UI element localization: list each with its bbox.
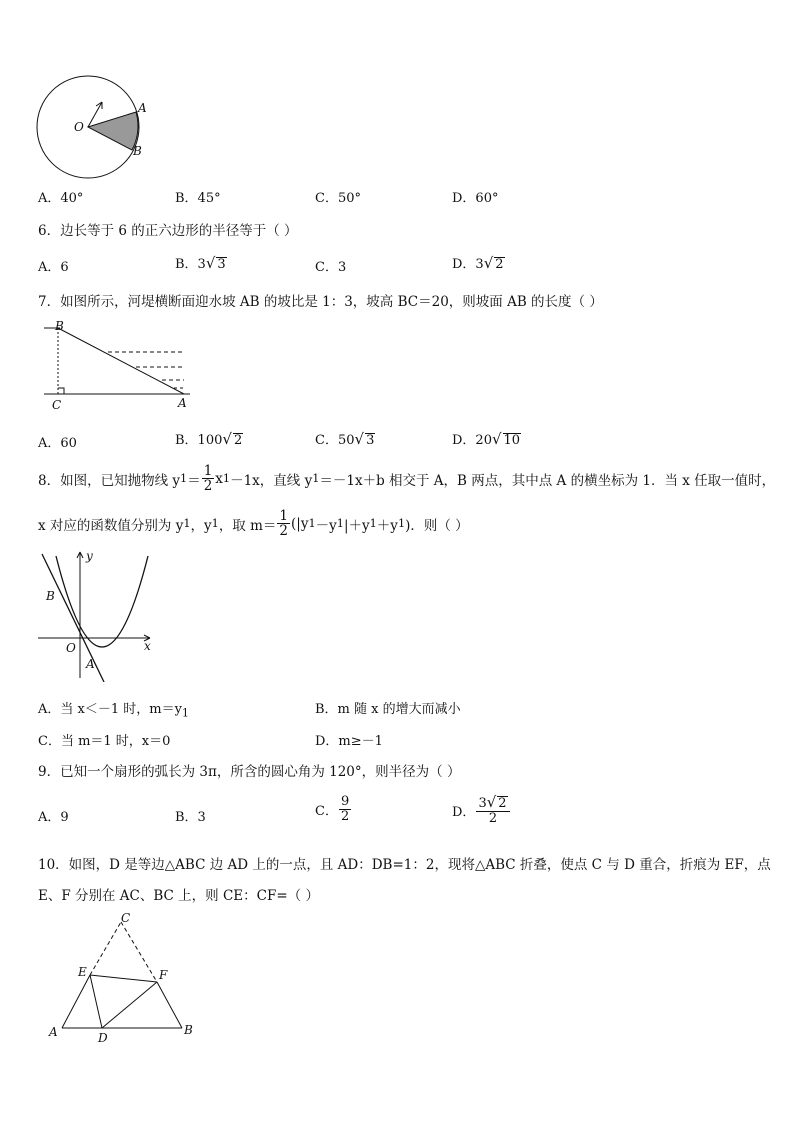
q7-option-a: A．60 bbox=[38, 436, 77, 451]
q8-option-b: B．m 随 x 的增大而减小 bbox=[315, 702, 461, 717]
frac-numerator: 9 bbox=[340, 794, 350, 809]
frac-denominator: 2 bbox=[488, 811, 498, 827]
q8-l2-fraction bbox=[277, 509, 290, 538]
q8-l2-sub2: 1 bbox=[211, 517, 219, 531]
q5-option-a: A．40° bbox=[38, 191, 84, 206]
q9-stem: 9．已知一个扇形的弧长为 3π，所含的圆心角为 120°，则半径为（ ） bbox=[38, 764, 461, 780]
circle-figure bbox=[34, 70, 154, 180]
q7-stem: 7．如图所示，河堤横断面迎水坡 AB 的坡比是 1：3，坡高 BC＝20，则坡面 AB 的长度（ ） bbox=[38, 294, 603, 310]
q8-l1-text-c: －1x，直线 y bbox=[230, 472, 313, 489]
q6-d-radicand: 2 bbox=[495, 257, 504, 272]
q8-l1-eq: ＝ bbox=[187, 472, 201, 489]
q6-b-radicand: 3 bbox=[217, 257, 226, 272]
embankment-figure bbox=[38, 318, 198, 412]
label-y: y bbox=[86, 549, 93, 563]
q8-l1-text-a: 8．如图，已知抛物线 y bbox=[38, 472, 181, 489]
straight-line bbox=[42, 554, 104, 682]
segment-ed bbox=[90, 975, 102, 1028]
label-a: A bbox=[86, 657, 95, 671]
q7-d-prefix: D．20 bbox=[452, 433, 492, 448]
label-x: x bbox=[144, 639, 151, 653]
q8-line1 bbox=[38, 464, 775, 493]
q5-option-c: C．50° bbox=[315, 191, 361, 206]
label-b: B bbox=[46, 589, 55, 603]
q9-d-prefix: D． bbox=[452, 804, 476, 820]
q8-l1-sub1: 1 bbox=[180, 472, 188, 486]
right-angle-mark bbox=[58, 388, 64, 394]
q7-b-radicand: 2 bbox=[233, 433, 243, 448]
q8-line2 bbox=[38, 509, 469, 538]
q6-stem: 6．边长等于 6 的正六边形的半径等于（ ） bbox=[38, 223, 298, 239]
q9-d-fraction bbox=[476, 795, 509, 826]
q7-d-radicand: 10 bbox=[503, 433, 521, 448]
parabola-figure bbox=[36, 548, 160, 682]
q8-l1-fraction bbox=[202, 464, 215, 493]
q8-a-text: A．当 x＜－1 时，m＝y bbox=[38, 702, 182, 717]
q6-d-prefix: D．3 bbox=[452, 257, 484, 272]
label-d: D bbox=[98, 1031, 108, 1045]
frac-denominator: 2 bbox=[203, 478, 213, 495]
label-o: O bbox=[74, 120, 84, 134]
label-e: E bbox=[78, 965, 87, 979]
q8-l2-sub1: 1 bbox=[183, 517, 191, 531]
q5-option-b: B．45° bbox=[175, 191, 221, 206]
q8-l1-text-d: ＝－1x＋b 相交于 A，B 两点，其中点 A 的横坐标为 1．当 x 任取一值时， bbox=[319, 472, 776, 489]
q8-l2-sub6: 1 bbox=[397, 517, 406, 531]
side-ae bbox=[62, 975, 90, 1028]
q8-l2-text-b: ，y bbox=[190, 517, 212, 534]
q8-l2-text-a: x 对应的函数值分别为 y bbox=[38, 517, 184, 534]
q8-option-c: C．当 m＝1 时，x＝0 bbox=[38, 734, 171, 749]
label-b: B bbox=[184, 1023, 193, 1037]
label-c: C bbox=[52, 398, 62, 412]
label-c: C bbox=[121, 912, 131, 925]
q9-d-radicand: 2 bbox=[498, 796, 507, 811]
q10-line1: 10．如图，D 是等边△ABC 边 AD 上的一点，且 AD：DB=1：2，现将△ABC 折叠，使点 C 与 D 重合，折痕为 EF，点 bbox=[38, 857, 771, 873]
q9-option-c bbox=[315, 795, 352, 823]
q6-option-d: D．3√ 2 bbox=[452, 254, 504, 272]
crease-ef bbox=[90, 975, 157, 982]
q9-c-prefix: C． bbox=[315, 803, 338, 819]
q8-l2-text-f: |＋y bbox=[343, 517, 370, 534]
frac-denominator: 2 bbox=[340, 808, 350, 824]
dashed-ec bbox=[90, 922, 121, 975]
q6-b-prefix: B．3 bbox=[175, 257, 206, 272]
q6-option-c: C．3 bbox=[315, 260, 347, 275]
q8-l2-sub3: 1 bbox=[308, 517, 316, 531]
shaded-sector bbox=[88, 112, 138, 150]
q9-c-fraction bbox=[339, 795, 351, 823]
q7-option-c: C．50√ 3 bbox=[315, 430, 375, 448]
frac-numerator: 1 bbox=[203, 463, 213, 479]
q8-l2-text-e: －y bbox=[315, 517, 337, 534]
frac-numerator: 1 bbox=[279, 508, 288, 524]
segment-df bbox=[102, 982, 157, 1028]
q8-l1-sup: 1 bbox=[222, 472, 231, 486]
side-fb bbox=[157, 982, 182, 1028]
frac-denominator: 2 bbox=[279, 523, 288, 540]
label-a: A bbox=[178, 396, 187, 410]
triangle-fold-figure bbox=[44, 912, 200, 1048]
q8-l2-text-c: ，取 m＝ bbox=[218, 517, 277, 534]
q9-option-d bbox=[452, 795, 511, 826]
frac-numerator: 3√ 2 bbox=[476, 795, 509, 812]
q9-option-a: A．9 bbox=[38, 810, 69, 825]
label-f: F bbox=[159, 968, 168, 982]
q8-l1-text-b: x bbox=[215, 470, 223, 487]
q7-option-b: B．100√ 2 bbox=[175, 430, 243, 448]
q8-l2-text-d: (|y bbox=[291, 515, 309, 532]
parabola-curve bbox=[56, 556, 148, 647]
q9-option-b: B．3 bbox=[175, 810, 206, 825]
label-o: O bbox=[66, 641, 76, 655]
q8-a-sub: 1 bbox=[181, 706, 189, 720]
q8-option-a bbox=[38, 698, 189, 720]
q6-option-b: B．3√ 3 bbox=[175, 254, 226, 272]
q8-l1-sub2: 1 bbox=[312, 472, 320, 486]
q8-option-d: D．m≥－1 bbox=[315, 734, 383, 749]
q8-l2-sub5: 1 bbox=[369, 517, 377, 531]
label-b: B bbox=[55, 319, 64, 333]
label-a: A bbox=[138, 101, 147, 115]
q7-c-prefix: C．50 bbox=[315, 433, 355, 448]
q8-l2-sub4: 1 bbox=[336, 517, 344, 531]
q7-option-d: D．20√ 10 bbox=[452, 430, 521, 448]
q7-c-radicand: 3 bbox=[366, 433, 375, 448]
q8-l2-text-h: )．则（ ） bbox=[405, 517, 469, 534]
q10-line2: E、F 分别在 AC、BC 上，则 CE：CF=（ ） bbox=[38, 888, 319, 904]
q6-option-a: A．6 bbox=[38, 260, 69, 275]
label-b: B bbox=[133, 144, 142, 158]
dashed-cf bbox=[121, 922, 157, 982]
q8-l2-text-g: ＋y bbox=[376, 517, 398, 534]
q5-option-d: D．60° bbox=[452, 191, 499, 206]
slope-ab bbox=[58, 328, 184, 394]
label-a: A bbox=[49, 1025, 58, 1039]
q7-b-prefix: B．100 bbox=[175, 433, 223, 448]
q9-d-coef: 3 bbox=[478, 796, 487, 811]
